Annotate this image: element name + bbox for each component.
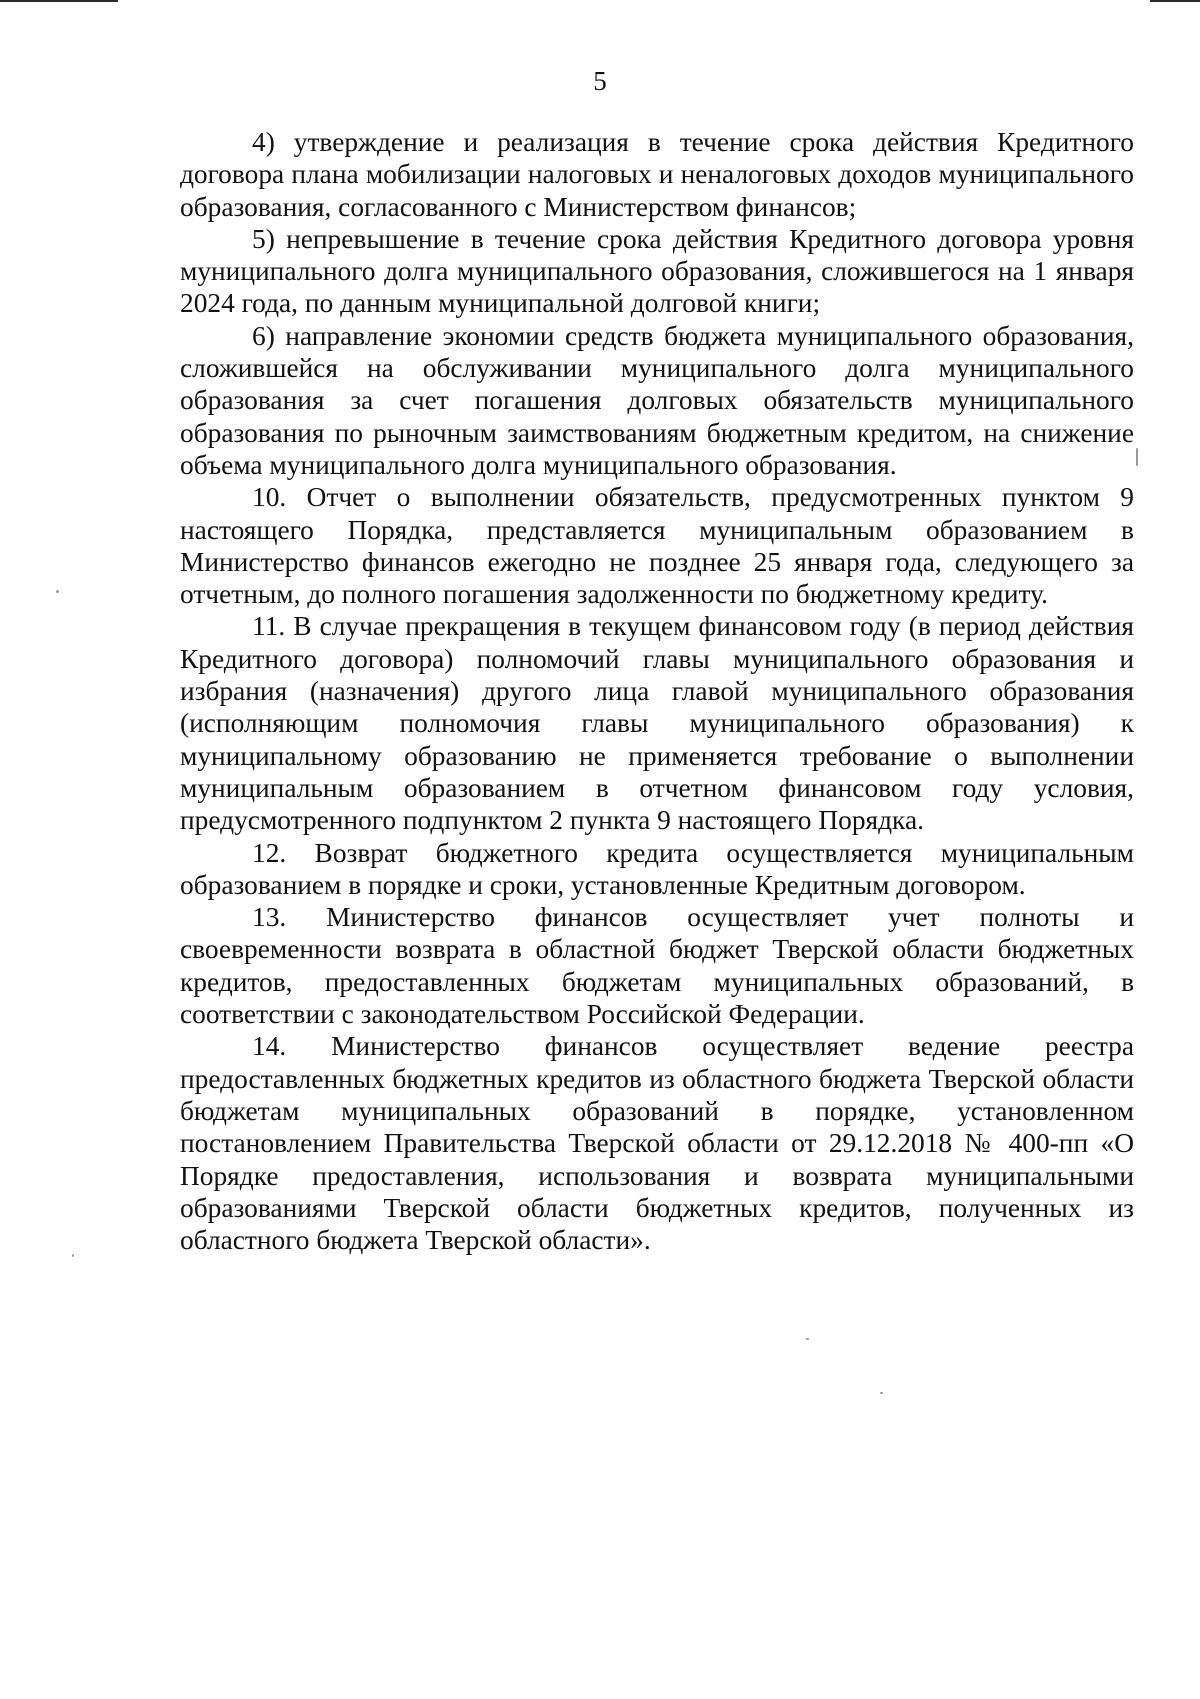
paragraph-item-5: 5) непревышение в течение срока действия Кредитного договора уровня муниципального долга муниципального образования, сложившегося на 1 января 2024 года, по данным муниципальной долговой книги;	[180, 223, 1134, 319]
paragraph-clause-14: 14. Министерство финансов осуществляет ведение реестра предоставленных бюджетных кредитов из областного бюджета Тверской области бюджетам муниципальных образований в порядке, установленном постановлением Правительства Тверской области от 29.12.2018 № 400-пп «О Порядке предоставления, использования и возврата муниципальными образованиями Тверской области бюджетных кредитов, полученных из областного бюджета Тверской области».	[180, 1031, 1134, 1256]
paragraph-clause-10: 10. Отчет о выполнении обязательств, предусмотренных пунктом 9 настоящего Порядка, представляется муниципальным образованием в Министерство финансов ежегодно не позднее 25 января года, следующего за отчетным, до полного погашения задолженности по бюджетному кредиту.	[180, 482, 1134, 610]
scan-speck	[1136, 448, 1138, 466]
document-body	[180, 126, 1134, 1256]
scan-speck	[806, 1338, 809, 1340]
paragraph-clause-12: 12. Возврат бюджетного кредита осуществляется муниципальным образованием в порядке и сроки, установленные Кредитным договором.	[180, 837, 1134, 900]
paragraph-item-6: 6) направление экономии средств бюджета муниципального образования, сложившейся на обслуживании муниципального долга муниципального образования за счет погашения долговых обязательств муниципального образования по рыночным заимствованиям бюджетным кредитом, на снижение объема муниципального долга муниципального образования.	[180, 320, 1134, 480]
page-number: 5	[593, 66, 607, 96]
scan-speck	[72, 1254, 74, 1257]
paragraph-clause-13: 13. Министерство финансов осуществляет учет полноты и своевременности возврата в областной бюджет Тверской области бюджетных кредитов, предоставленных бюджетам муниципальных образований, в соответствии с законодательством Российской Федерации.	[180, 902, 1134, 1030]
paragraph-item-4: 4) утверждение и реализация в течение срока действия Кредитного договора плана мобилизации налоговых и неналоговых доходов муниципального образования, согласованного с Министерством финансов;	[180, 127, 1134, 222]
scan-edge-mark-left	[0, 0, 118, 2]
scan-edge-mark-right	[1150, 0, 1200, 2]
paragraph-clause-11: 11. В случае прекращения в текущем финансовом году (в период действия Кредитного договора) полномочий главы муниципального образования и избрания (назначения) другого лица главой муниципального образования (исполняющим полномочия главы муниципального образования) к муниципальному образованию не применяется требование о выполнении муниципальным образованием в отчетном финансовом году условия, предусмотренного подпунктом 2 пункта 9 настоящего Порядка.	[180, 611, 1134, 836]
scan-speck	[880, 1392, 883, 1394]
scan-speck	[56, 590, 59, 593]
